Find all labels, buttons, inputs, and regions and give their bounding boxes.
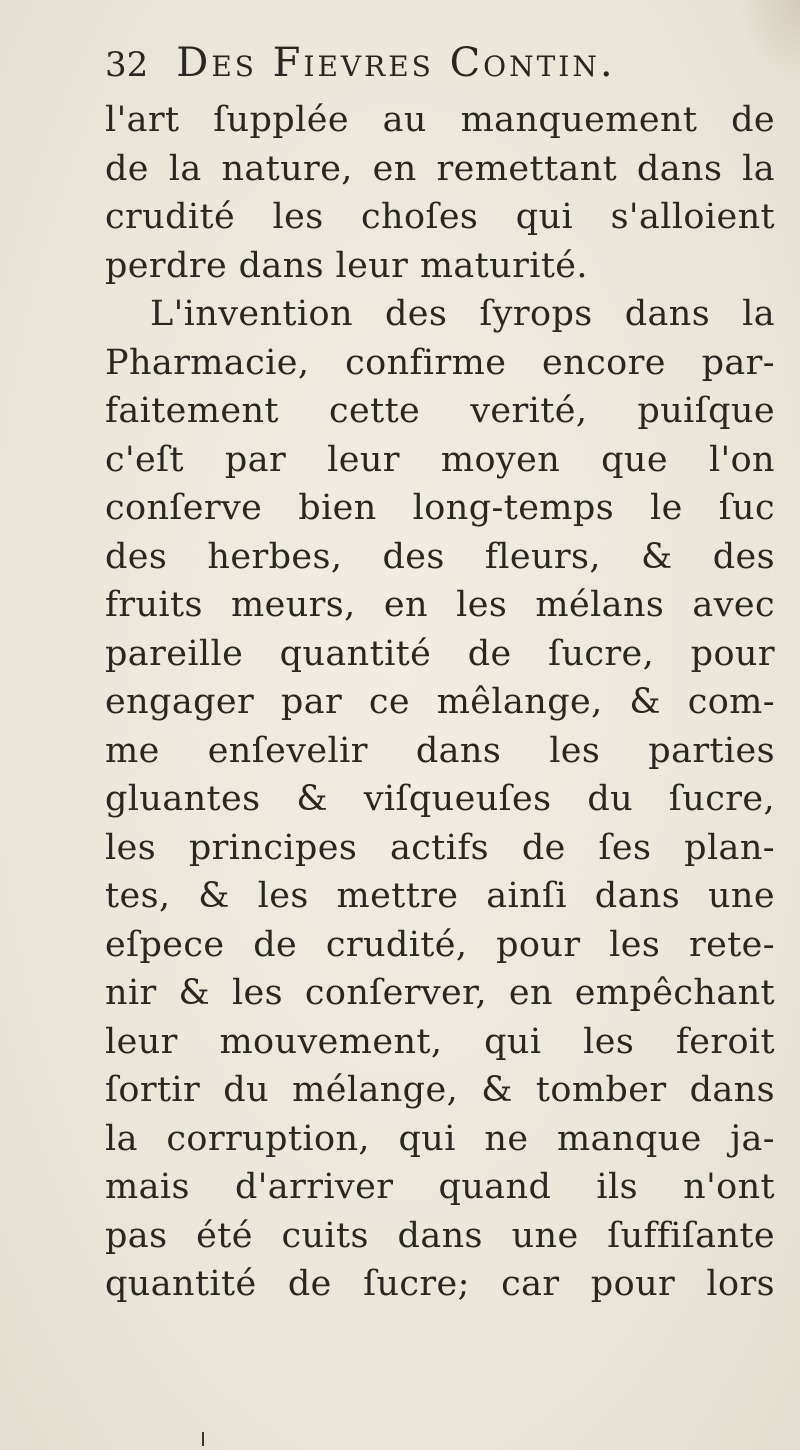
text-line: les principes actifs de ſes plan- (105, 827, 775, 868)
text-line: fruits meurs, en les mélans avec (105, 585, 775, 625)
text-line: des herbes, des fleurs, & des (105, 536, 775, 577)
text-line: leur mouvement, qui les feroit (105, 1021, 775, 1062)
text-line: faitement cette verité, puiſque (105, 391, 775, 431)
running-head (105, 40, 775, 96)
text-line: L'invention des ſyrops dans la (150, 294, 775, 334)
text-line: eſpece de crudité, pour les rete- (105, 924, 775, 965)
text-line: pareille quantité de ſucre, pour (105, 633, 775, 674)
text-line: engager par ce mêlange, & com- (105, 682, 775, 722)
text-line: conſerve bien long-temps le ſuc (105, 488, 775, 528)
text-line: Pharmacie, confirme encore par- (105, 342, 775, 383)
text-line: me enſevelir dans les parties (105, 730, 775, 771)
text-line: de la nature, en remettant dans la (105, 148, 775, 189)
text-line: la corruption, qui ne manque ja- (105, 1118, 775, 1159)
page-number: 32 (105, 45, 149, 85)
text-line: pas été cuits dans une ſuffiſante (105, 1215, 775, 1256)
text-line: gluantes & viſqueuſes du ſucre, (105, 779, 775, 819)
text-block (105, 40, 775, 1309)
text-line: quantité de ſucre; car pour lors (105, 1264, 775, 1304)
text-line: l'art ſupplée au manquement de (105, 100, 775, 140)
text-line: mais d'arriver quand ils n'ont (105, 1167, 775, 1207)
text-line: tes, & les mettre ainſi dans une (105, 876, 775, 916)
running-title: Des Fievres Contin. (176, 40, 616, 86)
text-line: crudité les choſes qui s'alloient (105, 197, 775, 237)
text-line: nir & les conſerver, en empêchant (105, 973, 775, 1013)
ink-mark (202, 1432, 204, 1446)
text-line: c'eſt par leur moyen que l'on (105, 439, 775, 480)
text-line: perdre dans leur maturité. (105, 245, 588, 286)
body-text (105, 96, 775, 1309)
text-line: ſortir du mélange, & tomber dans (105, 1070, 775, 1110)
